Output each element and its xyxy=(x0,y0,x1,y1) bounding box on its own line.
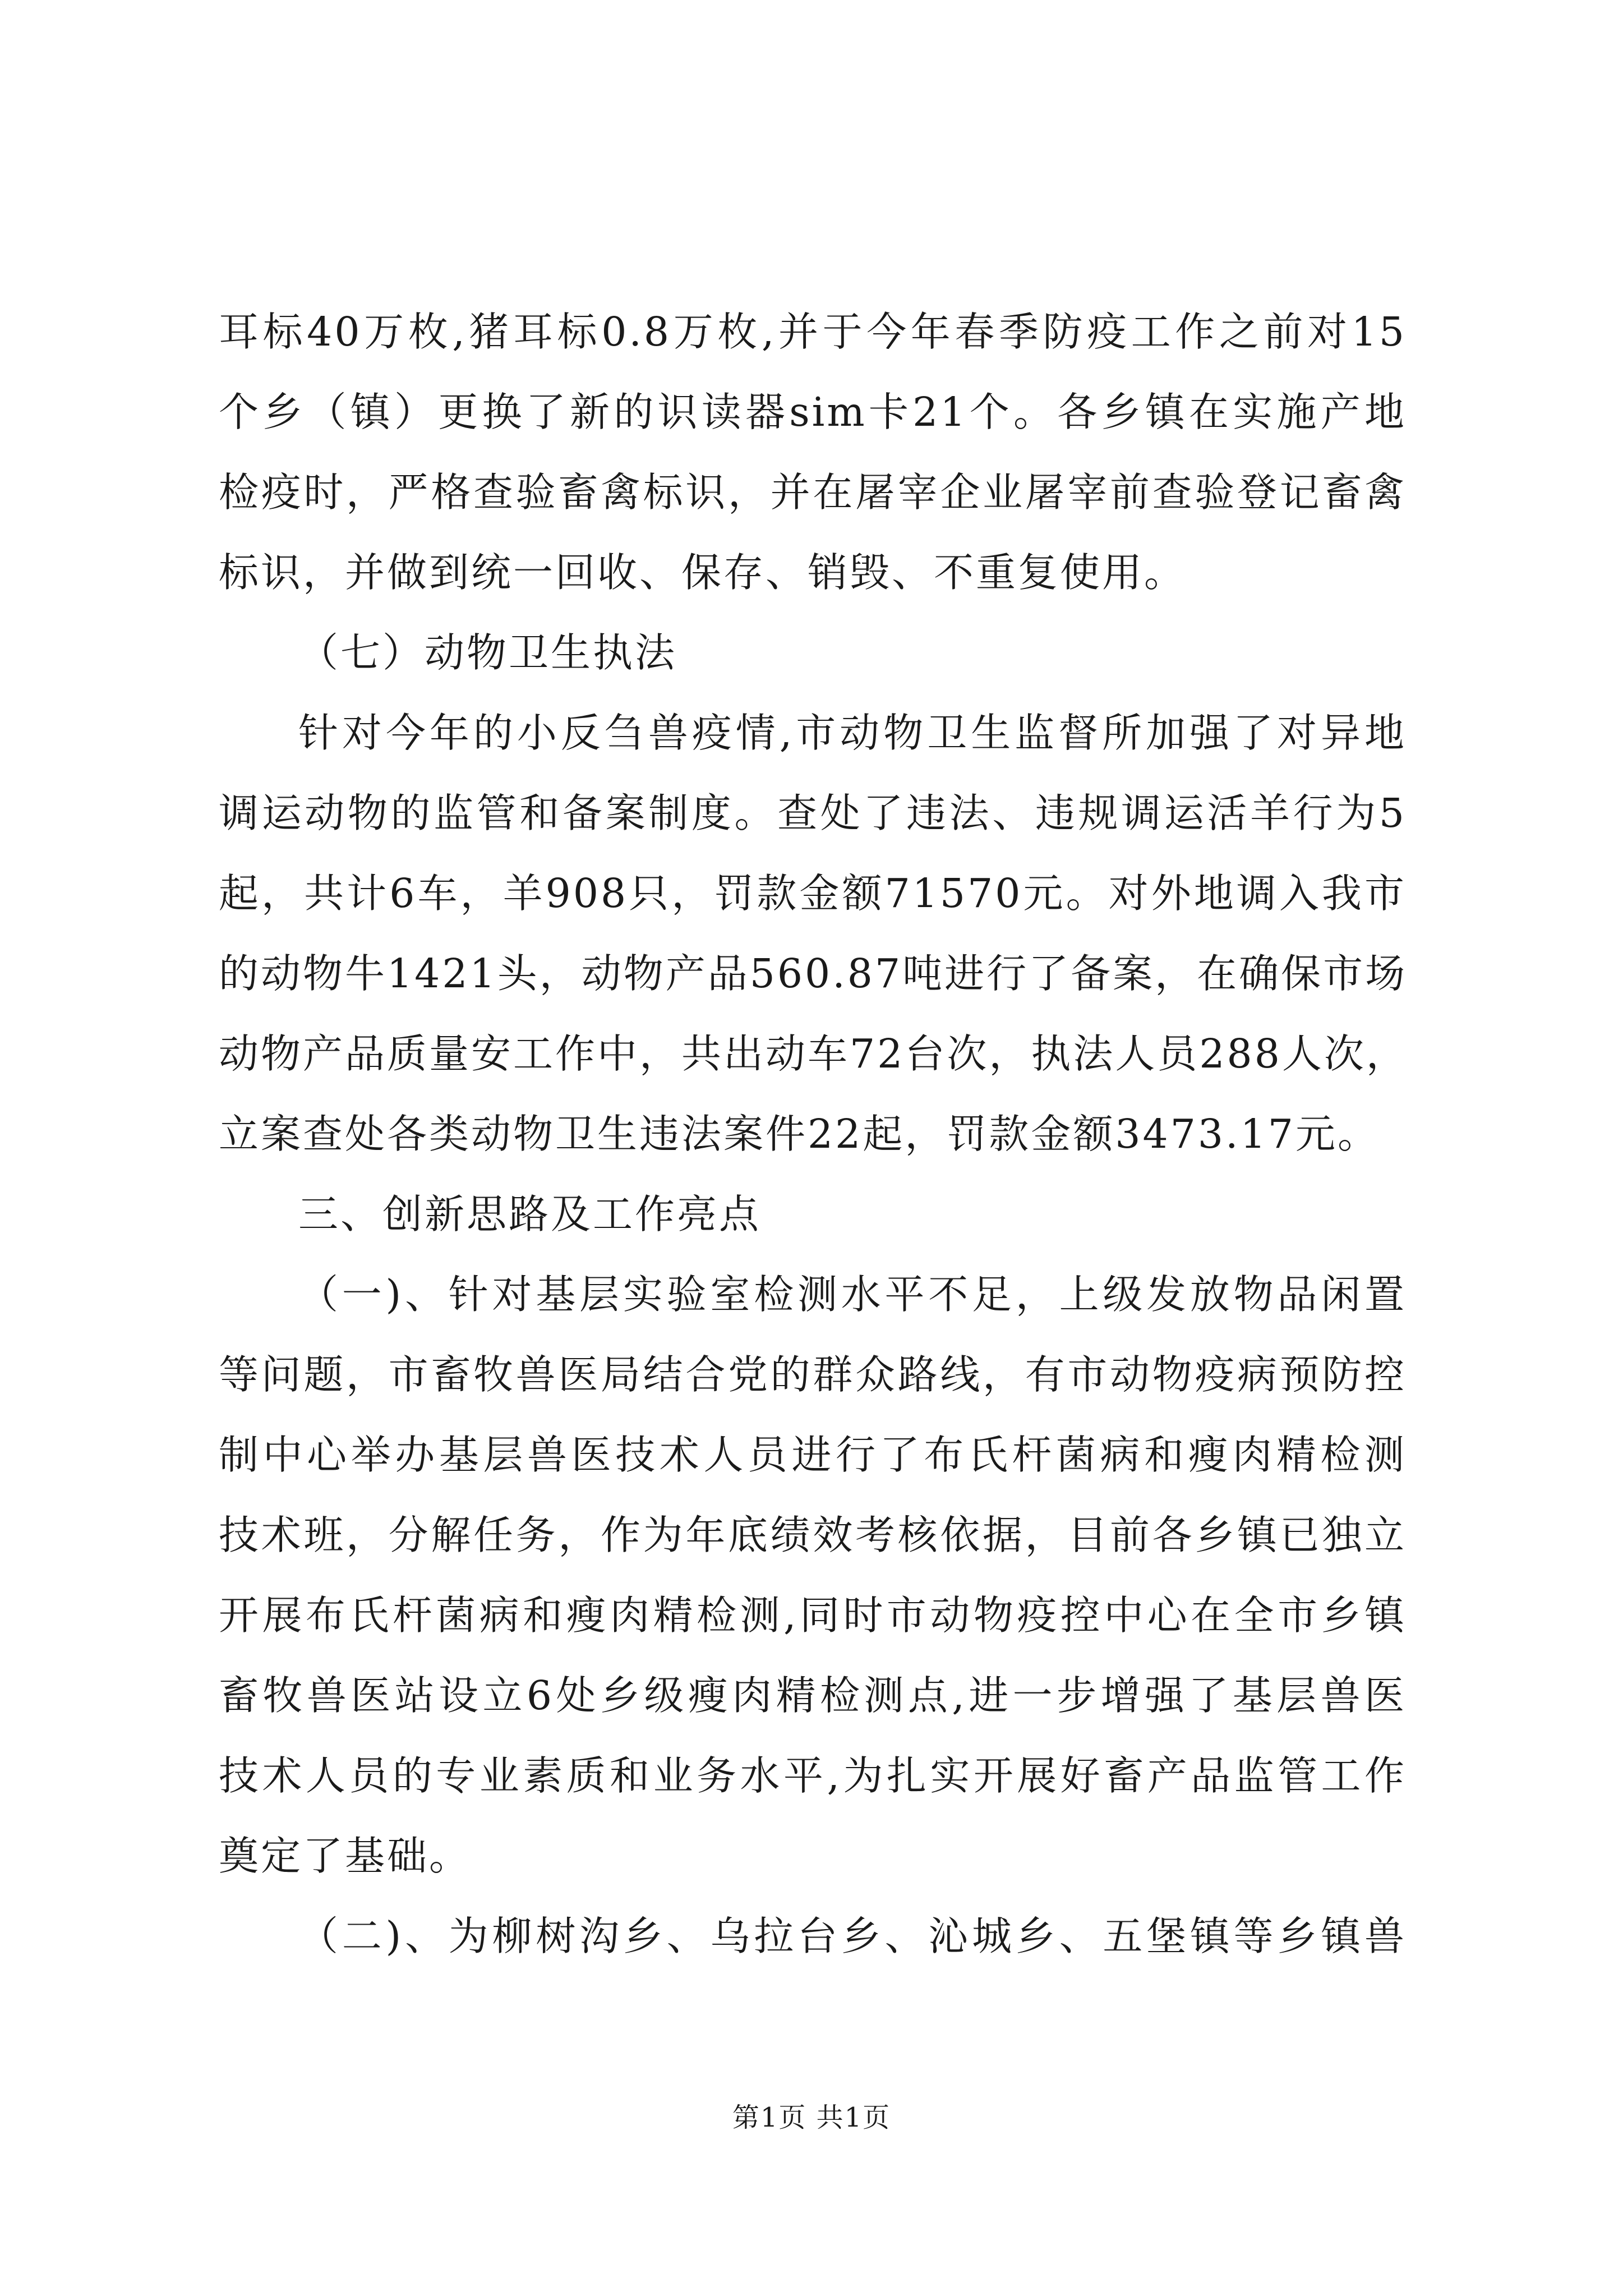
text-line: 奠定了基础。 xyxy=(219,1833,472,1879)
text-line: 技术班，分解任务，作为年底绩效考核依据，目前各乡镇已独立 xyxy=(219,1512,1407,1558)
text-line: 个乡（镇）更换了新的识读器sim卡21个。各乡镇在实施产地 xyxy=(219,389,1407,435)
text-line: 的动物牛1421头，动物产品560.87吨进行了备案，在确保市场 xyxy=(219,950,1408,997)
page-footer: 第1页 共1页 xyxy=(732,2102,891,2133)
text-line: 立案查处各类动物卫生违法案件22起，罚款金额3473.17元。 xyxy=(219,1111,1380,1157)
text-line: 动物产品质量安工作中，共出动车72台次，执法人员288人次， xyxy=(219,1030,1408,1077)
text-line: （一)、针对基层实验室检测水平不足，上级发放物品闲置 xyxy=(298,1271,1407,1318)
text-line: 起，共计6车，羊908只，罚款金额71570元。对外地调入我市 xyxy=(219,870,1407,917)
section-heading: 三、创新思路及工作亮点 xyxy=(298,1191,762,1237)
document-body xyxy=(219,292,1407,1976)
text-line: （二)、为柳树沟乡、乌拉台乡、沁城乡、五堡镇等乡镇兽 xyxy=(298,1913,1407,1959)
text-line: 技术人员的专业素质和业务水平,为扎实开展好畜产品监管工作 xyxy=(219,1752,1407,1799)
text-line: 针对今年的小反刍兽疫情,市动物卫生监督所加强了对异地 xyxy=(298,710,1407,756)
text-line: 畜牧兽医站设立6处乡级瘦肉精检测点,进一步增强了基层兽医 xyxy=(219,1672,1407,1719)
text-line: 标识，并做到统一回收、保存、销毁、不重复使用。 xyxy=(219,549,1187,596)
text-line: 调运动物的监管和备案制度。查处了违法、违规调运活羊行为5 xyxy=(219,790,1407,836)
text-line: 制中心举办基层兽医技术人员进行了布氏杆菌病和瘦肉精检测 xyxy=(219,1432,1407,1478)
text-line: 检疫时，严格查验畜禽标识，并在屠宰企业屠宰前查验登记畜禽 xyxy=(219,469,1407,516)
text-line: 耳标40万枚,猪耳标0.8万枚,并于今年春季防疫工作之前对15 xyxy=(219,309,1407,355)
text-line: 开展布氏杆菌病和瘦肉精检测,同时市动物疫控中心在全市乡镇 xyxy=(219,1592,1407,1639)
text-line: 等问题，市畜牧兽医局结合党的群众路线，有市动物疫病预防控 xyxy=(219,1351,1407,1398)
section-heading: （七）动物卫生执法 xyxy=(298,629,677,676)
